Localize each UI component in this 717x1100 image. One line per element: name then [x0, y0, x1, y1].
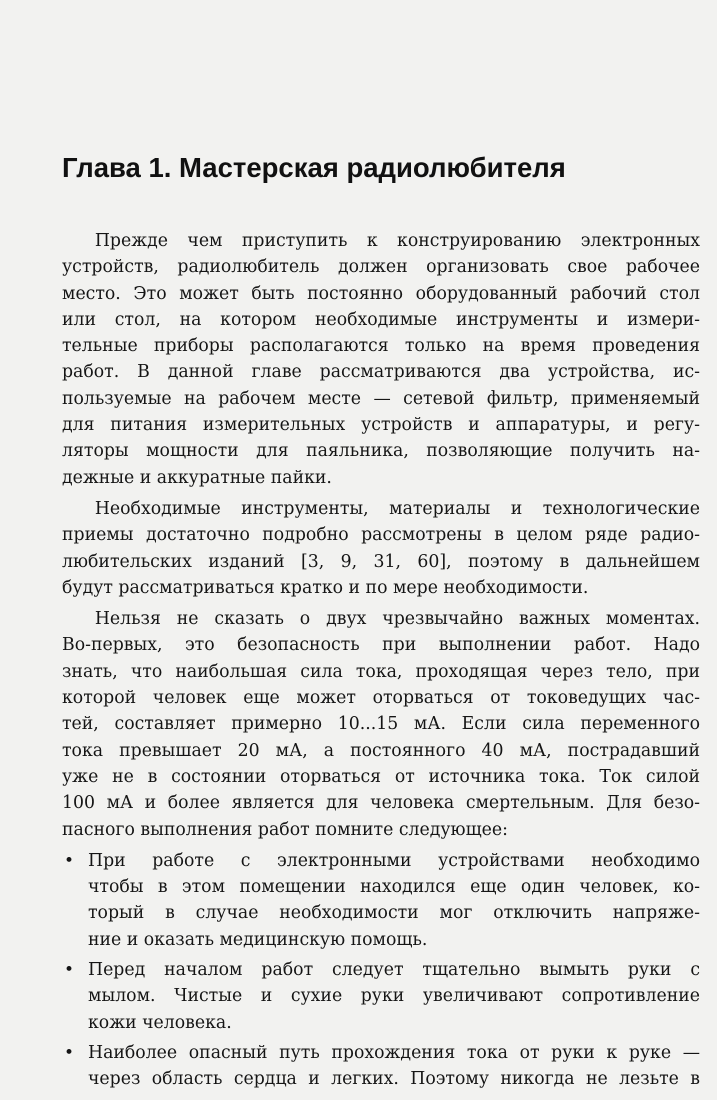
- text-line: будут рассматриваться кратко и по мере необходимости.: [62, 577, 589, 598]
- paragraph-3: [62, 606, 700, 843]
- chapter-body: [62, 228, 700, 1097]
- text-line: работ. В данной главе рассматриваются два устройства, ис-: [62, 362, 700, 383]
- text-line: торый в случае необходимости мог отключить напряже-: [88, 903, 700, 924]
- bullet-icon: •: [64, 960, 75, 981]
- text-line: знать, что наибольшая сила тока, проходящая через тело, при: [62, 661, 700, 682]
- chapter-title: Глава 1. Мастерская радиолюбителя: [62, 152, 566, 183]
- text-line: тей, составляет примерно 10...15 мА. Если сила переменного: [62, 714, 700, 735]
- text-line: Наиболее опасный путь прохождения тока от руки к руке —: [88, 1042, 700, 1063]
- text-line: чтобы в этом помещении находился еще один человек, ко-: [88, 877, 700, 898]
- bullet-icon: •: [64, 850, 75, 871]
- paragraph-2: [62, 496, 700, 601]
- list-item: [62, 1040, 700, 1093]
- text-line: мылом. Чистые и сухие руки увеличивают сопротивление: [88, 986, 700, 1007]
- text-line: 100 мА и более является для человека смертельным. Для безо-: [62, 793, 700, 814]
- text-line: или стол, на котором необходимые инструменты и измери-: [62, 309, 700, 330]
- list-item: [62, 957, 700, 1036]
- text-line: уже не в состоянии оторваться от источника тока. Ток силой: [62, 766, 700, 787]
- text-line: При работе с электронными устройствами необходимо: [88, 850, 700, 871]
- text-line: пользуемые на рабочем месте — сетевой фильтр, применяемый: [62, 388, 700, 409]
- text-line: дежные и аккуратные пайки.: [62, 467, 332, 488]
- text-line: Нельзя не сказать о двух чрезвычайно важных моментах.: [94, 609, 700, 630]
- text-line: тока превышает 20 мА, а постоянного 40 мА, пострадавший: [62, 740, 700, 761]
- text-line: через область сердца и легких. Поэтому никогда не лезьте в: [88, 1069, 700, 1090]
- text-line: пасного выполнения работ помните следующее:: [62, 819, 508, 840]
- text-line: для питания измерительных устройств и аппаратуры, и регу-: [62, 415, 700, 436]
- text-line: тельные приборы располагаются только на время проведения: [62, 336, 700, 357]
- text-line: кожи человека.: [88, 1012, 232, 1033]
- text-line: Необходимые инструменты, материалы и технологические: [94, 498, 700, 519]
- text-line: приемы достаточно подробно рассмотрены в целом ряде радио-: [62, 525, 700, 546]
- safety-list: [62, 848, 700, 1093]
- text-line: Во-первых, это безопасность при выполнении работ. Надо: [62, 635, 700, 656]
- paragraph-1: [62, 228, 700, 491]
- text-line: любительских изданий [3, 9, 31, 60], поэтому в дальнейшем: [62, 551, 700, 572]
- list-item: [62, 848, 700, 953]
- text-line: которой человек еще может оторваться от токоведущих час-: [62, 688, 700, 709]
- text-line: место. Это может быть постоянно оборудованный рабочий стол: [62, 283, 700, 304]
- text-line: Прежде чем приступить к конструированию электронных: [94, 231, 700, 251]
- text-line: Перед началом работ следует тщательно вымыть руки с: [88, 960, 700, 981]
- bullet-icon: •: [64, 1042, 75, 1063]
- text-line: ляторы мощности для паяльника, позволяющие получить на-: [62, 441, 700, 462]
- text-line: устройств, радиолюбитель должен организовать свое рабочее: [62, 257, 700, 278]
- text-line: ние и оказать медицинскую помощь.: [88, 929, 428, 950]
